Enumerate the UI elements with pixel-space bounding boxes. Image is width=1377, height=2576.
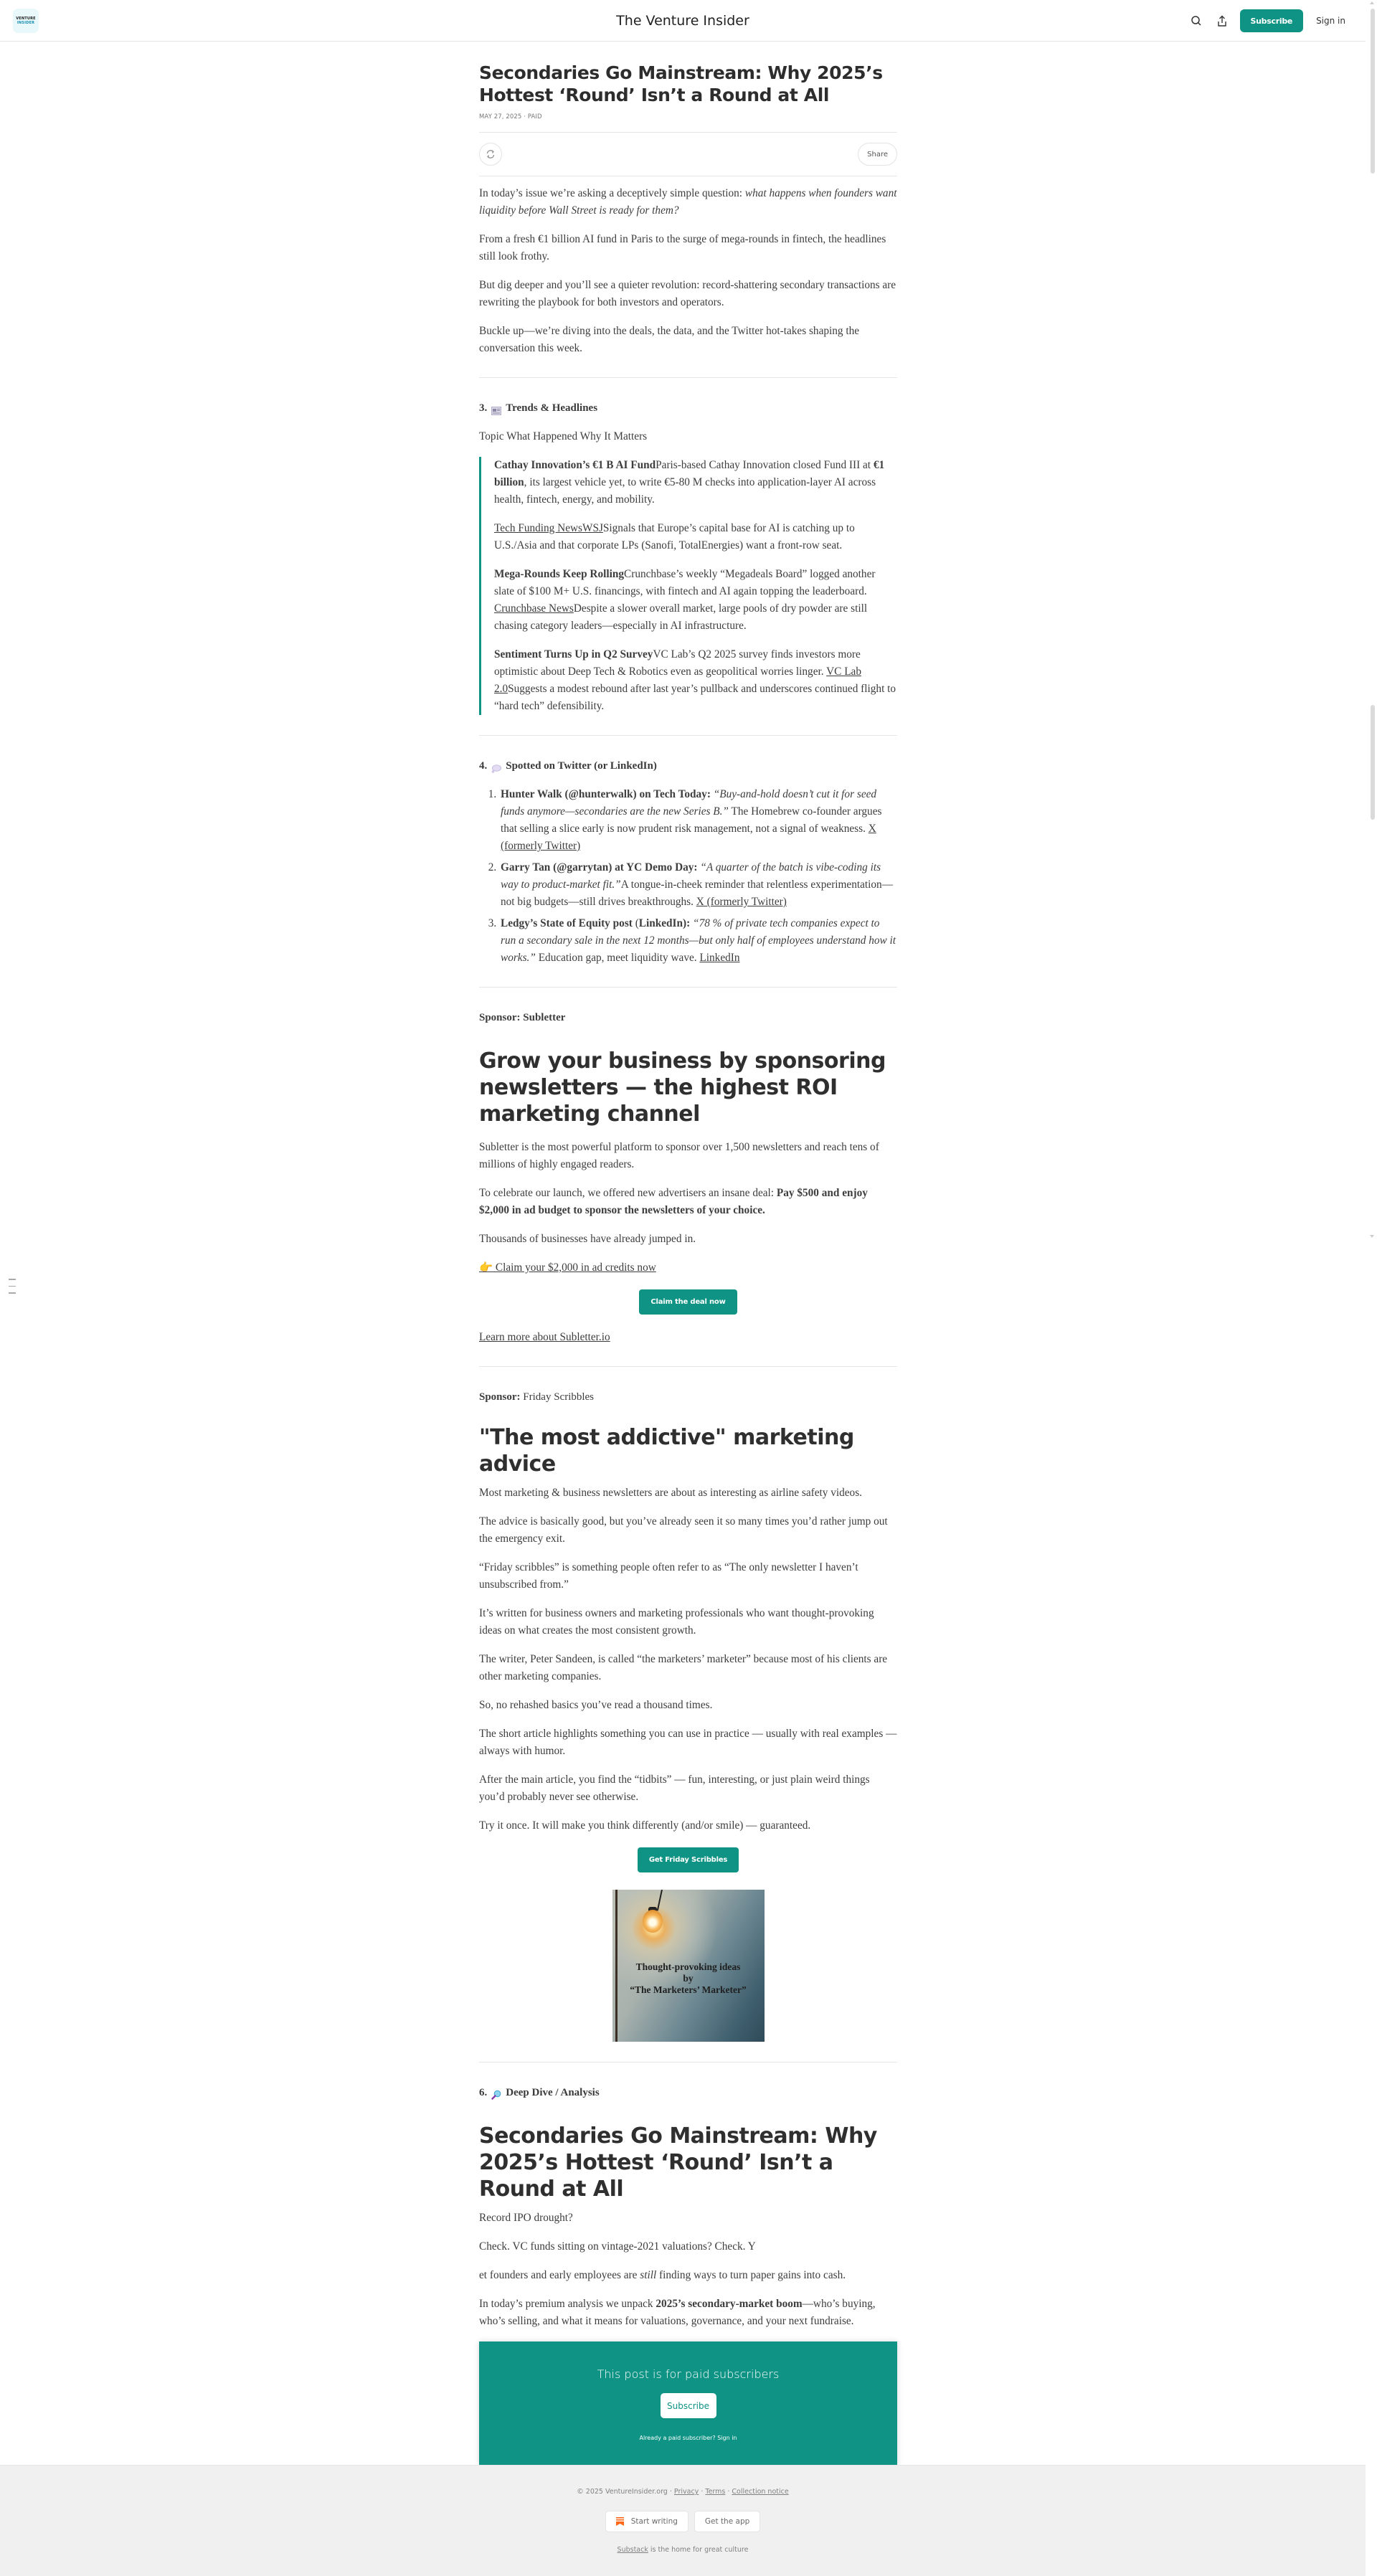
trend-topic: Mega-Rounds Keep Rolling	[494, 568, 625, 580]
quote: “A quarter of the batch is vibe-coding its way to product-market fit.”	[501, 861, 881, 891]
divider	[479, 735, 897, 736]
paren: (	[632, 917, 639, 929]
section-number: 4.	[479, 760, 488, 772]
trend-highlight: €1 billion	[494, 459, 885, 488]
deep-dive-title: Secondaries Go Mainstream: Why 2025’s Hottest ‘Round’ Isn’t a Round at All	[479, 2123, 877, 2202]
logo-line-1: VENTURE	[16, 16, 36, 21]
header-actions	[1188, 9, 1348, 32]
handle: (@garrytan)	[550, 861, 615, 873]
divider	[479, 2062, 897, 2063]
trends-table-header: Topic What Happened Why It Matters	[479, 430, 648, 442]
section-heading-deep-dive	[479, 2084, 897, 2101]
paywall-sign-in-link[interactable]: Already a paid subscriber? Sign in	[639, 2435, 737, 2441]
wsj-link[interactable]: WSJ	[582, 522, 603, 534]
commentary: The Homebrew co-founder argues that selling a slice early is now prudent risk management, not a signal of weakness.	[501, 805, 882, 835]
emphasis: still	[640, 2269, 657, 2281]
sponsor-paragraph: The writer, Peter Sandeen, is called “the marketers’ marketer” because most of his clients are other marketing companies.	[479, 1653, 888, 1682]
commentary: Education gap, meet liquidity wave.	[535, 952, 700, 964]
logo-line-2: INSIDER	[16, 21, 35, 25]
tech-funding-news-link[interactable]: Tech Funding News	[494, 522, 582, 534]
list-item	[499, 786, 897, 855]
cta-wrapper	[479, 1847, 897, 1872]
sponsor-paragraph: “Friday scribbles” is something people often refer to as “The only newsletter I haven’t unsubscribed from.”	[479, 1561, 858, 1591]
x-link[interactable]: X (formerly Twitter)	[501, 823, 876, 852]
toc-line-icon	[9, 1286, 16, 1287]
sign-in-link[interactable]: Sign in	[1316, 16, 1345, 26]
paywall-subscribe-button[interactable]: Subscribe	[661, 2393, 716, 2418]
pointing-hand-icon: 👉	[479, 1261, 493, 1274]
sponsor-paragraph: Most marketing & business newsletters are about as interesting as airline safety videos.	[479, 1487, 862, 1499]
sponsor-headline: "The most addictive" marketing advice	[479, 1425, 854, 1477]
scroll-thumb-secondary[interactable]	[1371, 705, 1375, 820]
scroll-down-arrow-icon[interactable]	[1370, 1235, 1374, 1238]
divider	[479, 377, 897, 378]
table-of-contents-toggle[interactable]	[9, 1279, 16, 1294]
intro-paragraph-1	[479, 185, 897, 219]
sponsor-paragraph: Thousands of businesses have already jumped in.	[479, 1233, 696, 1245]
sponsor-label	[479, 1388, 897, 1406]
claim-deal-button[interactable]: Claim the deal now	[639, 1289, 737, 1315]
sponsor-text: To celebrate our launch, we offered new advertisers an insane deal:	[479, 1187, 777, 1199]
newspaper-icon	[491, 404, 501, 412]
person-name: Ledgy’s State of Equity post	[501, 917, 633, 929]
footer-buttons	[0, 2511, 1366, 2532]
deep-dive-paragraph: Record IPO drought?	[479, 2212, 573, 2224]
trend-item	[494, 566, 897, 635]
vc-lab-link[interactable]: VC Lab 2.0	[494, 666, 861, 695]
get-friday-scribbles-button[interactable]: Get Friday Scribbles	[638, 1847, 739, 1872]
trend-text: Despite a slower overall market, large pools of dry powder are still chasing category leaders—especially in AI infrastructure.	[494, 602, 868, 632]
section-number: 3.	[479, 402, 488, 414]
sponsor-paragraph: The short article highlights something you can use in practice — usually with real examples — always with humor.	[479, 1728, 897, 1757]
deep-dive-paragraph: Check. VC funds sitting on vintage-2021 valuations? Check. Y	[479, 2240, 756, 2253]
text: finding ways to turn paper gains into cash.	[656, 2269, 846, 2281]
footer-tagline	[0, 2546, 1366, 2554]
restack-button[interactable]	[479, 143, 502, 166]
deep-dive-paragraph	[479, 2267, 897, 2284]
copyright: © 2025 VentureInsider.org ·	[577, 2488, 674, 2496]
trend-text: Paris-based Cathay Innovation closed Fund III at	[656, 459, 874, 471]
trend-text: VC Lab’s Q2 2025 survey finds investors more optimistic about Deep Tech & Robotics even as geopolitical worries linger.	[494, 648, 861, 678]
claim-credits-link[interactable]	[479, 1261, 656, 1274]
thought-bubble-icon	[491, 762, 501, 770]
section-heading-twitter	[479, 757, 897, 775]
article	[479, 42, 897, 2465]
claim-credits-paragraph	[479, 1259, 897, 1277]
intro-question: what happens when founders want liquidity before Wall Street is ready for them?	[479, 187, 897, 217]
sponsor-name: Friday Scribbles	[520, 1391, 595, 1403]
substack-link[interactable]: Substack	[617, 2546, 648, 2554]
divider	[479, 1366, 897, 1367]
sponsor-paragraph: The advice is basically good, but you’ve already seen it so many times you’d rather jump out the emergency exit.	[479, 1515, 888, 1545]
restack-icon	[486, 149, 496, 159]
deep-dive-paragraph	[479, 2296, 897, 2330]
article-body	[479, 185, 897, 2465]
start-writing-label: Start writing	[630, 2517, 678, 2526]
separator: ·	[725, 2488, 732, 2496]
trend-topic: Cathay Innovation’s €1 B AI Fund	[494, 459, 656, 471]
image-caption	[612, 1961, 765, 1996]
cta-wrapper	[479, 1289, 897, 1315]
trend-text: , its largest vehicle yet, to write €5-80 M checks into application-layer AI across health, fintech, energy, and mobility.	[494, 476, 876, 506]
caption-line: Thought-provoking ideas	[635, 1961, 741, 1972]
sponsor-paragraph	[479, 1185, 897, 1219]
start-writing-button[interactable]	[605, 2511, 688, 2532]
person-name: Garry Tan	[501, 861, 551, 873]
share-icon[interactable]	[1214, 13, 1230, 29]
separator: ·	[699, 2488, 706, 2496]
text: et founders and early employees are	[479, 2269, 640, 2281]
paywall-box	[479, 2341, 897, 2465]
trend-item	[494, 457, 897, 508]
magnifying-glass-icon	[491, 2088, 501, 2097]
sponsor-headline: Grow your business by sponsoring newsletters — the highest ROI marketing channel	[479, 1048, 886, 1127]
person-name: Hunter Walk	[501, 788, 562, 800]
sponsor-prefix: Sponsor:	[479, 1391, 521, 1403]
collection-notice-link[interactable]: Collection notice	[732, 2488, 789, 2496]
venue: at YC Demo Day:	[615, 861, 698, 873]
post-action-bar	[479, 132, 897, 176]
section-heading-trends	[479, 399, 897, 417]
get-app-button[interactable]: Get the app	[694, 2511, 760, 2532]
footer	[0, 2465, 1366, 2576]
intro-paragraph-2: From a fresh €1 billion AI fund in Paris to the surge of mega-rounds in fintech, the headlines still look frothy.	[479, 233, 886, 262]
substack-logo-icon	[616, 2517, 624, 2526]
page-scrollbar[interactable]	[1366, 0, 1377, 2576]
highlight: 2025’s secondary-market boom	[656, 2298, 803, 2310]
lightbulb-icon	[643, 1910, 663, 1933]
toc-line-icon	[9, 1279, 16, 1280]
crunchbase-news-link[interactable]: Crunchbase News	[494, 602, 574, 615]
quote: “Buy-and-hold doesn’t cut it for seed funds anymore—secondaries are the new Series B.”	[501, 788, 877, 818]
paren: ):	[683, 917, 691, 929]
trend-topic: Sentiment Turns Up in Q2 Survey	[494, 648, 653, 660]
subscribe-button[interactable]: Subscribe	[1240, 9, 1304, 32]
toc-line-icon	[9, 1292, 16, 1294]
text: —who’s buying, who’s selling, and what it means for valuations, governance, and your next fundraise.	[479, 2298, 876, 2327]
section-title: Spotted on Twitter (or LinkedIn)	[506, 760, 657, 772]
intro-paragraph-4: Buckle up—we’re diving into the deals, the data, and the Twitter hot-takes shaping the conversation this week.	[479, 325, 860, 354]
tagline-text: is the home for great culture	[648, 2546, 749, 2554]
scroll-up-arrow-icon[interactable]	[1370, 1, 1374, 4]
post-meta: MAY 27, 2025 · PAID	[479, 113, 542, 120]
twitter-list	[479, 786, 897, 967]
sponsor-paragraph: So, no rehashed basics you’ve read a thousand times.	[479, 1699, 713, 1711]
share-button[interactable]: Share	[858, 143, 897, 166]
section-number: 6.	[479, 2087, 488, 2098]
handle: (@hunterwalk)	[562, 788, 640, 800]
site-title[interactable]: The Venture Insider	[616, 13, 749, 29]
search-icon[interactable]	[1188, 13, 1204, 29]
sponsor-paragraph: Try it once. It will make you think differently (and/or smile) — guaranteed.	[479, 1819, 811, 1832]
trend-text: Crunchbase’s weekly “Megadeals Board” logged another slate of $100 M+ U.S. financings, with fintech and AI again topping the leaderboard.	[494, 568, 876, 597]
list-item	[499, 915, 897, 967]
learn-more-paragraph	[479, 1329, 897, 1346]
bulb-wire	[656, 1890, 662, 1911]
quote: “78 % of private tech companies expect to run a secondary sale in the next 12 months—but only half of employees understand how it works.”	[501, 917, 896, 964]
scroll-thumb[interactable]	[1371, 9, 1375, 174]
trend-item	[494, 646, 897, 715]
terms-link[interactable]: Terms	[705, 2488, 726, 2496]
section-title: Trends & Headlines	[506, 402, 598, 414]
venue: on Tech Today:	[639, 788, 711, 800]
sponsor-paragraph: Subletter is the most powerful platform to sponsor over 1,500 newsletters and reach tens of millions of highly engaged readers.	[479, 1141, 879, 1170]
x-link[interactable]: X (formerly Twitter)	[696, 896, 787, 908]
section-title: Deep Dive / Analysis	[506, 2087, 600, 2098]
linkedin-link[interactable]: LinkedIn	[699, 952, 740, 964]
learn-more-link[interactable]: Learn more about Subletter.io	[479, 1331, 610, 1343]
list-item	[499, 859, 897, 911]
privacy-link[interactable]: Privacy	[673, 2488, 699, 2496]
divider	[479, 987, 897, 988]
footer-legal	[0, 2488, 1366, 2496]
top-navbar	[0, 0, 1366, 42]
trends-blockquote	[479, 457, 897, 715]
intro-paragraph-3: But dig deeper and you’ll see a quieter revolution: record-shattering secondary transactions are rewriting the playbook for both investors and operators.	[479, 279, 896, 308]
commentary: A tongue-in-cheek reminder that relentless experimentation—not big budgets—still drives breakthroughs.	[501, 879, 894, 908]
intro-text: In today’s issue we’re asking a deceptively simple question:	[479, 187, 745, 199]
trend-text: Signals that Europe’s capital base for AI is catching up to U.S./Asia and that corporate LPs (Sanofi, TotalEnergies) want a front-row seat.	[494, 522, 855, 551]
trend-item	[494, 520, 897, 554]
sponsor-paragraph: After the main article, you find the “tidbits” — fun, interesting, or just plain weird things you’d probably never see otherwise.	[479, 1774, 870, 1803]
sponsor-label: Sponsor: Subletter	[479, 1012, 566, 1023]
sponsor-paragraph: It’s written for business owners and marketing professionals who want thought-provoking ideas on what creates the most consistent growth.	[479, 1607, 874, 1637]
lightbulb-ad-image[interactable]	[612, 1890, 765, 2042]
caption-line: by	[683, 1973, 694, 1984]
publication-logo[interactable]	[13, 9, 39, 33]
sponsor-offer: Pay $500 and enjoy $2,000 in ad budget to sponsor the newsletters of your choice.	[479, 1187, 868, 1216]
caption-line: “The Marketers’ Marketer”	[630, 1984, 747, 1995]
post-title: Secondaries Go Mainstream: Why 2025’s Hottest ‘Round’ Isn’t a Round at All	[479, 62, 883, 105]
text: In today’s premium analysis we unpack	[479, 2298, 656, 2310]
claim-link-text: Claim your $2,000 in ad credits now	[493, 1261, 656, 1274]
trend-text: Suggests a modest rebound after last year’s pullback and underscores continued flight to “hard tech” defensibility.	[494, 683, 896, 712]
paywall-title: This post is for paid subscribers	[597, 2367, 780, 2381]
venue: LinkedIn	[638, 917, 683, 929]
